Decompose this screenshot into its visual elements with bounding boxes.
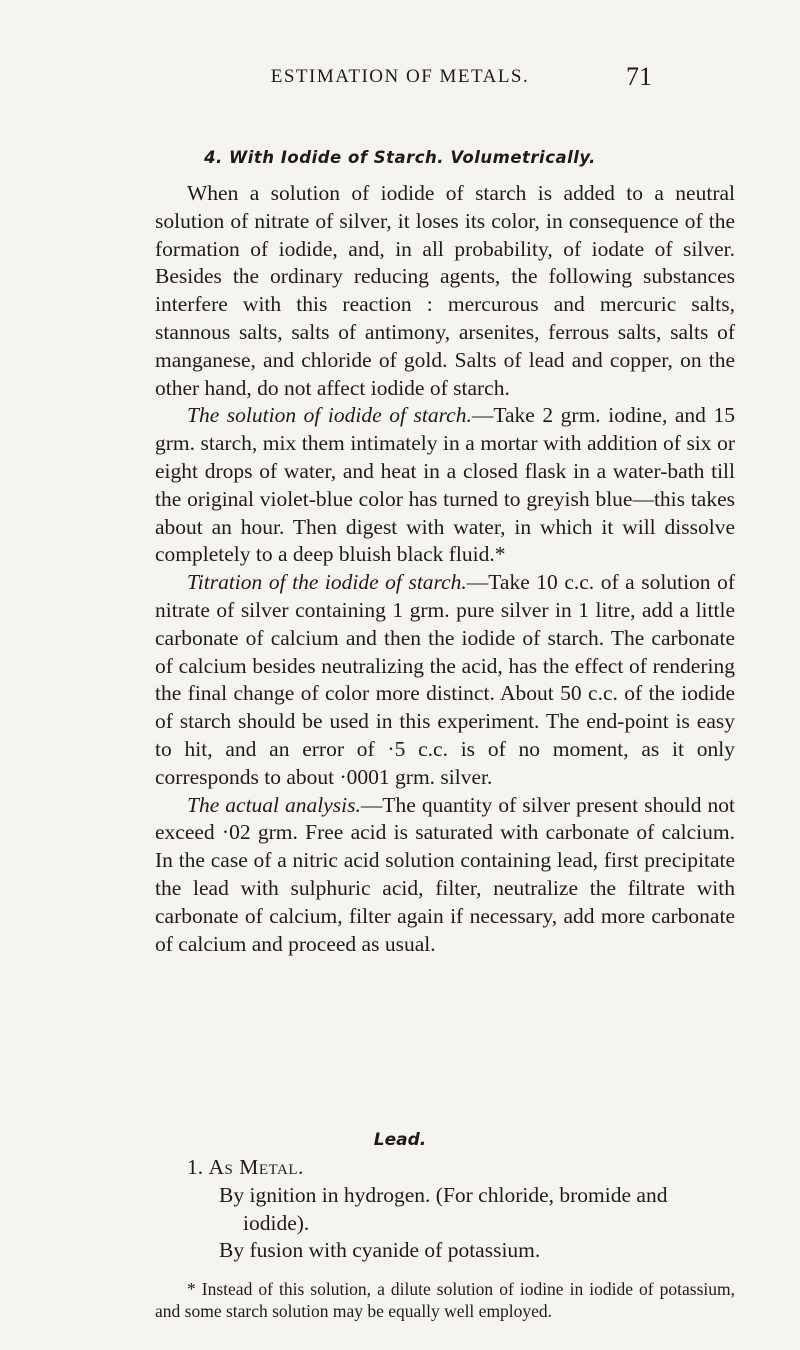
section-heading: 4. With Iodide of Starch. Volumetrically. — [204, 148, 596, 167]
analysis-run-in-title: The actual analysis. — [187, 792, 361, 817]
lead-item-number: 1. — [187, 1155, 204, 1179]
lead-methods — [155, 1154, 735, 1265]
analysis-text: —The quantity of silver present should not exceed ·02 grm. Free acid is saturated with carbonate of calcium. In the case of a nitric acid solution containing lead, first precipitate the lead with sulphuric acid, filter, neutralize the filtrate with carbonate of calcium, filter again if necessary, add more carbonate of calcium and proceed as usual. — [155, 792, 735, 956]
lead-item-title — [155, 1154, 735, 1182]
footnote: * Instead of this solution, a dilute solution of iodine in iodide of potassium, and some starch solution may be equally well employed. — [155, 1279, 735, 1321]
intro-paragraph: When a solution of iodide of starch is added to a neutral solution of nitrate of silver, it loses its color, in consequence of the formation of iodide, and, in all probability, of iodate of silver. Besides the ordinary reducing agents, the following substances interfere with this reaction : mercurous and mercuric salts, stannous salts, salts of antimony, arsenites, ferrous salts, salts of manganese, and chloride of gold. Salts of lead and copper, on the other hand, do not affect iodide of starch. — [155, 181, 735, 400]
solution-run-in-title: The solution of iodide of starch. — [187, 403, 472, 428]
titration-run-in-title: Titration of the iodide of starch. — [187, 570, 467, 595]
running-title: ESTIMATION OF METALS. — [270, 66, 530, 87]
running-head — [0, 64, 800, 94]
page-number: 71 — [626, 62, 652, 91]
lead-heading: Lead. — [373, 1130, 427, 1150]
lead-method-fusion: By fusion with cyanide of potassium. — [219, 1238, 541, 1263]
analysis-paragraph — [155, 792, 735, 959]
solution-text: —Take 2 grm. iodine, and 15 grm. starch, mix them intimately in a mortar with addition of six or eight drops of water, and heat in a closed flask in a water-bath till the original violet-blue color has turned to greyish blue—this takes about an hour. Then digest with water, in which it will dissolve completely to a deep bluish black fluid.* — [155, 403, 735, 567]
solution-paragraph — [155, 402, 735, 569]
titration-text: —Take 10 c.c. of a solution of nitrate of silver containing 1 grm. pure silver in 1 litre, add a little carbonate of calcium and then the iodide of starch. The carbonate of calcium besides neutralizing the acid, has the effect of rendering the final change of color more distinct. About 50 c.c. of the iodide of starch should be used in this experiment. The end-point is easy to hit, and an error of ·5 c.c. is of no moment, as it only corresponds to about ·0001 grm. silver. — [155, 570, 735, 789]
lead-item-label: As Metal. — [208, 1155, 304, 1179]
titration-paragraph — [155, 569, 735, 791]
body-text — [155, 180, 735, 958]
lead-method-ignition: By ignition in hydrogen. (For chloride, bromide and iodide). — [219, 1182, 668, 1235]
